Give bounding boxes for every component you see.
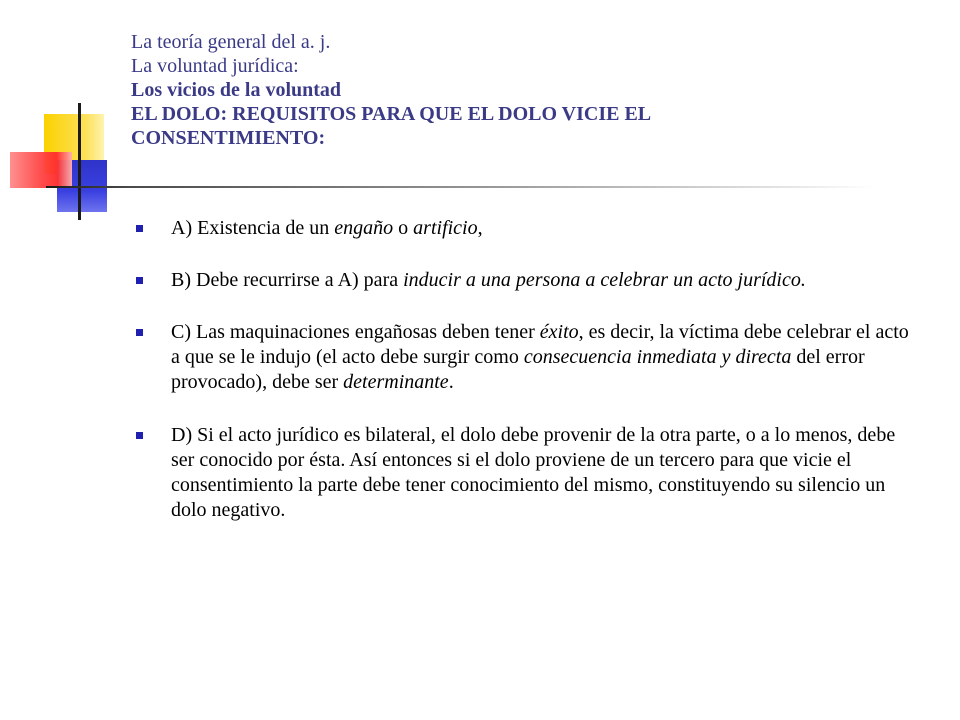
bullet-c-text-1: C) Las maquinaciones engañosas deben tener [171, 321, 540, 343]
bullet-c-text-6: determinante [343, 371, 449, 393]
bullet-b-text-1: B) Debe recurrirse a A) para [171, 269, 404, 291]
square-bullet-icon [136, 432, 143, 439]
title-line-2: La voluntad jurídica: [131, 55, 299, 77]
bullet-a-text-4: artificio [413, 217, 478, 239]
title-divider [46, 186, 874, 188]
bullet-a-text-1: A) Existencia de un [171, 217, 335, 239]
bullet-a-text-2: engaño [334, 217, 394, 239]
square-bullet-icon [136, 277, 143, 284]
bullet-c-text-4: consecuencia inmediata y directa [523, 346, 792, 368]
bullet-d-text-1: D) Si el acto jurídico es bilateral, el dolo debe provenir de la otra parte, o a lo menos, debe ser conocido por ésta. Así entonces si el dolo proviene de un tercero para que vicie el consentimiento la parte debe tener conocimiento del mismo, constituyendo su silencio un dolo negativo. [171, 424, 896, 521]
decorative-logo [0, 0, 130, 230]
bullet-item-a [136, 216, 916, 241]
square-bullet-icon [136, 329, 143, 336]
slide-title [131, 30, 891, 150]
bullet-a-text-5: , [477, 217, 483, 239]
square-bullet-icon [136, 225, 143, 232]
bullet-b-text-2: inducir a una persona a celebrar un acto jurídico. [403, 269, 806, 291]
title-line-1: La teoría general del a. j. [131, 31, 331, 53]
title-line-4: EL DOLO: REQUISITOS PARA QUE EL DOLO VICIE EL [131, 103, 652, 125]
red-bar-shape [10, 152, 72, 188]
bullet-c-text-3: , es decir, la víctima debe celebrar el acto a que se le indujo (el acto debe surgir como [171, 321, 909, 368]
bullet-item-b [136, 268, 916, 293]
bullet-item-d [136, 423, 916, 523]
bullet-c-text-7: . [448, 371, 454, 393]
bullet-item-c [136, 320, 916, 395]
title-line-5: CONSENTIMIENTO: [131, 127, 326, 149]
bullet-list [136, 216, 916, 550]
bullet-c-text-5: del error provocado), debe ser [171, 346, 865, 393]
bullet-a-text-3: o [393, 217, 414, 239]
title-line-3: Los vicios de la voluntad [131, 79, 342, 101]
vertical-rule [78, 103, 81, 220]
bullet-c-text-2: éxito [539, 321, 579, 343]
